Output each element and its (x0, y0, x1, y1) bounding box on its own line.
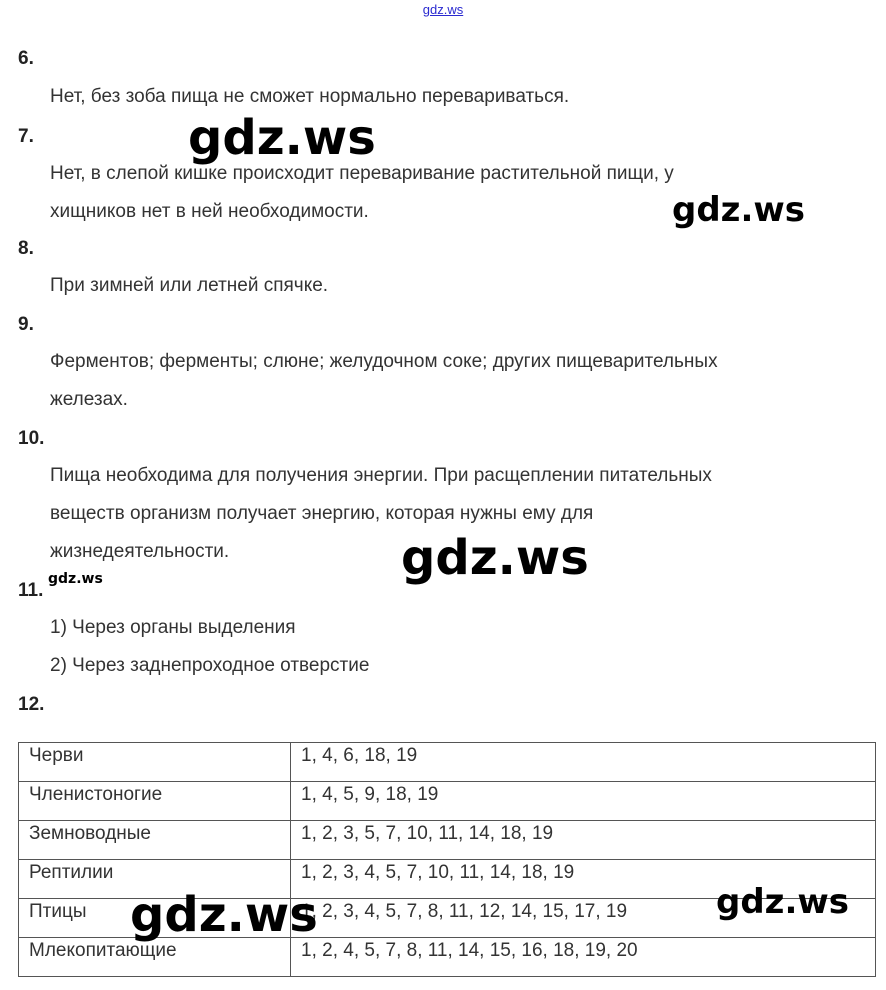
table-cell-numbers: 1, 4, 5, 9, 18, 19 (291, 782, 876, 821)
table-row (19, 938, 876, 977)
question-number-9: 9. (18, 314, 34, 335)
question-number-11: 11. (18, 580, 44, 601)
table-row (19, 782, 876, 821)
watermark: gdz.ws (48, 571, 103, 587)
watermark: gdz.ws (716, 882, 850, 922)
table-cell-numbers: 1, 2, 4, 5, 7, 8, 11, 14, 15, 16, 18, 19, 20 (291, 938, 876, 977)
table-cell-numbers: 1, 2, 3, 5, 7, 10, 11, 14, 18, 19 (291, 821, 876, 860)
table-cell-group: Рептилии (19, 860, 291, 899)
watermark: gdz.ws (672, 190, 806, 230)
top-watermark-link[interactable]: gdz.ws (422, 2, 464, 17)
answer-7-line-2: хищников нет в ней необходимости. (50, 201, 369, 222)
question-number-10: 10. (18, 428, 45, 449)
answer-7-line-1: Нет, в слепой кишке происходит переваривание растительной пищи, у (50, 163, 674, 184)
table-cell-group: Черви (19, 743, 291, 782)
answer-9-line-2: железах. (50, 389, 128, 410)
question-number-8: 8. (18, 238, 34, 259)
question-number-7: 7. (18, 126, 34, 147)
table-cell-numbers: 1, 2, 3, 4, 5, 7, 10, 11, 14, 18, 19 (291, 860, 876, 899)
table-cell-numbers: 1, 2, 3, 4, 5, 7, 8, 11, 12, 14, 15, 17, 19 (291, 899, 876, 938)
table-cell-numbers: 1, 4, 6, 18, 19 (291, 743, 876, 782)
answer-10-line-3: жизнедеятельности. (50, 541, 230, 562)
answer-6-line-1: Нет, без зоба пища не сможет нормально перевариваться. (50, 86, 570, 107)
watermark: gdz.ws (130, 887, 318, 943)
table-cell-group: Млекопитающие (19, 938, 291, 977)
table-cell-group: Птицы (19, 899, 291, 938)
answer-11-line-2: 2) Через заднепроходное отверстие (50, 655, 370, 676)
table-cell-group: Членистоногие (19, 782, 291, 821)
answer-10-line-2: веществ организм получает энергию, которая нужны ему для (50, 503, 594, 524)
watermark: gdz.ws (188, 110, 376, 166)
answer-9-line-1: Ферментов; ферменты; слюне; желудочном соке; других пищеварительных (50, 351, 718, 372)
watermark: gdz.ws (401, 530, 589, 586)
table-row (19, 743, 876, 782)
table-cell-group: Земноводные (19, 821, 291, 860)
question-number-6: 6. (18, 48, 34, 69)
answer-10-line-1: Пища необходима для получения энергии. При расщеплении питательных (50, 465, 712, 486)
answer-8-line-1: При зимней или летней спячке. (50, 275, 329, 296)
answer-11-line-1: 1) Через органы выделения (50, 617, 296, 638)
table-row (19, 821, 876, 860)
question-number-12: 12. (18, 694, 45, 715)
